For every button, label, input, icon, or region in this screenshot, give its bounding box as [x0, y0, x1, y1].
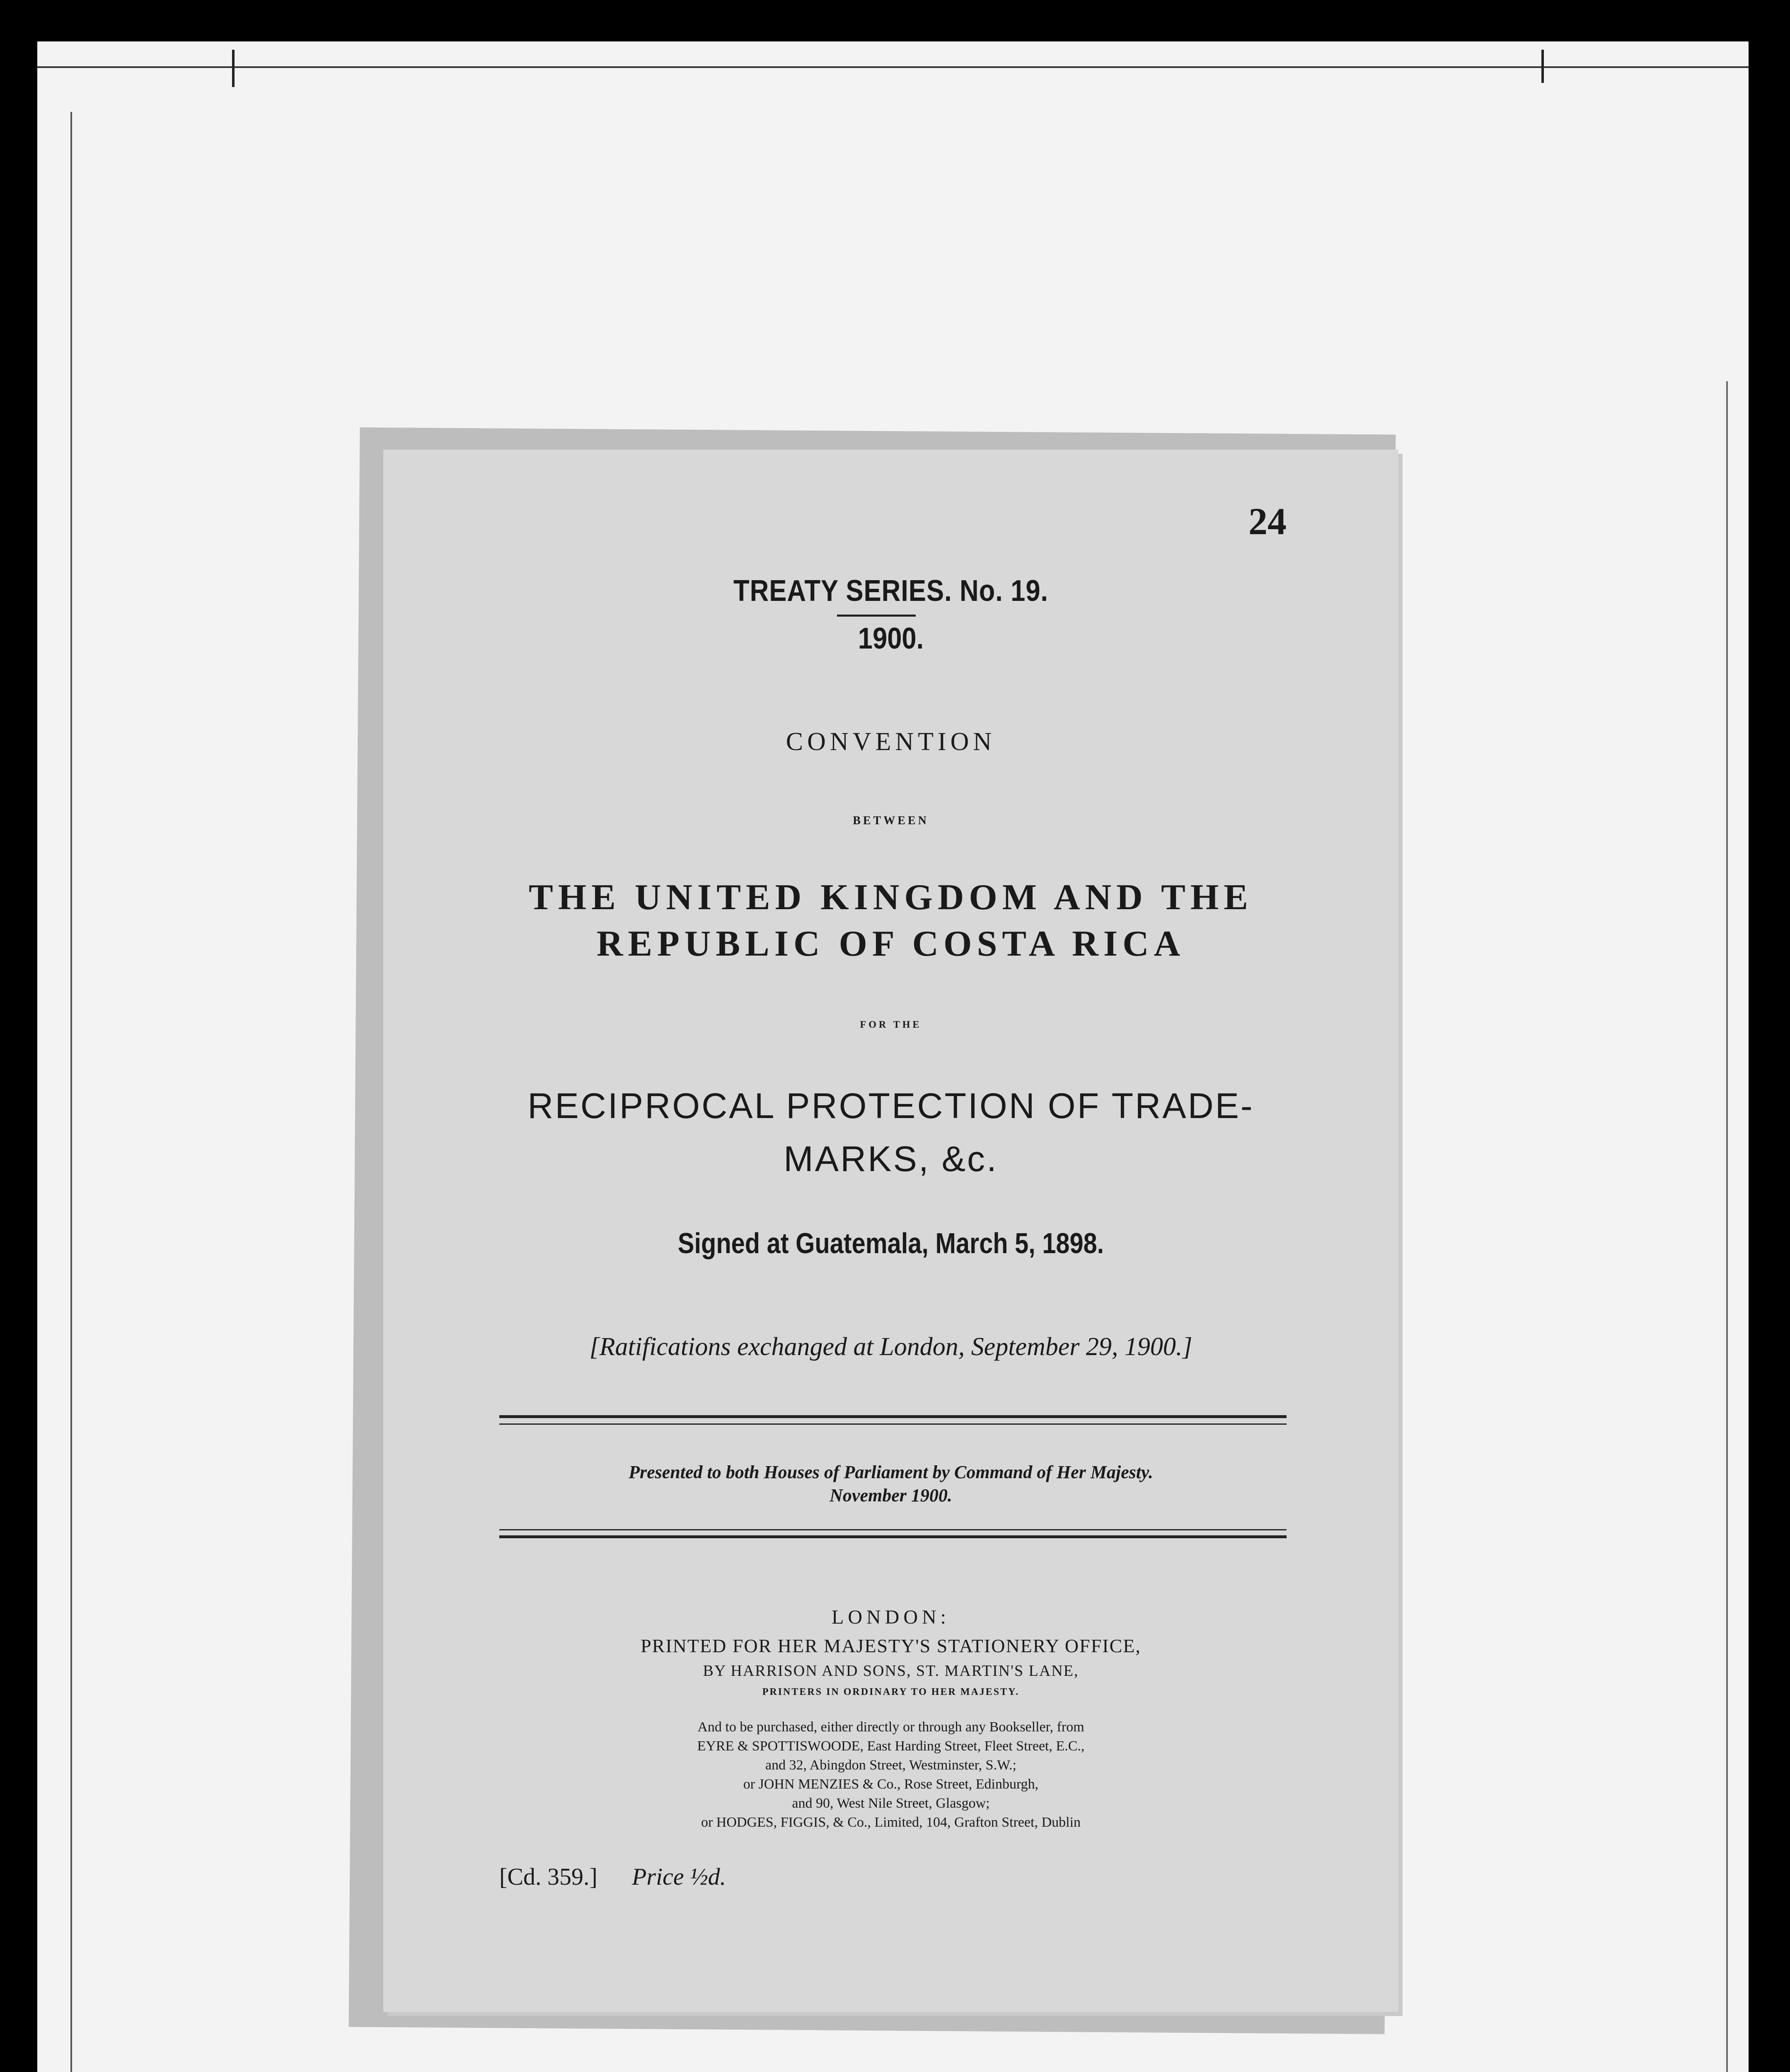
subject [383, 1080, 1398, 1186]
purchase-info [383, 1718, 1398, 1832]
between-label: BETWEEN [853, 814, 929, 827]
parties-line-1: THE UNITED KINGDOM AND THE [529, 877, 1253, 917]
purchase-line: and 32, Abingdon Street, Westminster, S.W.; [765, 1757, 1016, 1773]
printed-by: BY HARRISON AND SONS, ST. MARTIN'S LANE, [703, 1662, 1079, 1680]
presented-line-1: Presented to both Houses of Parliament by Command of Her Majesty. [629, 1462, 1153, 1482]
purchase-line: and 90, West Nile Street, Glasgow; [792, 1796, 990, 1811]
ratifications-line: [Ratifications exchanged at London, September 29, 1900.] [589, 1333, 1193, 1361]
purchase-line: or JOHN MENZIES & Co., Rose Street, Edinburgh, [743, 1777, 1039, 1792]
document-page [383, 450, 1398, 2012]
parties [383, 874, 1398, 967]
frame-right-line [1726, 381, 1728, 2072]
presented-note [383, 1461, 1398, 1507]
for-the-label: FOR THE [860, 1019, 922, 1030]
series-rule [837, 615, 916, 617]
frame-tick [1541, 50, 1544, 83]
frame-top-line [37, 66, 1749, 68]
page-number: 24 [1248, 500, 1287, 542]
signed-line: Signed at Guatemala, March 5, 1898. [677, 1227, 1104, 1259]
frame-tick [232, 50, 235, 87]
purchase-line: or HODGES, FIGGIS, & Co., Limited, 104, Grafton Street, Dublin [701, 1815, 1081, 1830]
command-number: [Cd. 359.] [499, 1863, 597, 1890]
purchase-line: EYRE & SPOTTISWOODE, East Harding Street, Fleet Street, E.C., [697, 1738, 1085, 1754]
price: Price ½d. [632, 1863, 726, 1890]
subject-line-1: RECIPROCAL PROTECTION OF TRADE- [527, 1086, 1254, 1126]
treaty-series: TREATY SERIES. No. 19. [733, 574, 1048, 608]
printed-for: PRINTED FOR HER MAJESTY'S STATIONERY OFFICE, [641, 1635, 1141, 1656]
printers-line: PRINTERS IN ORDINARY TO HER MAJESTY. [762, 1687, 1020, 1697]
subject-line-2: MARKS, &c. [784, 1139, 998, 1179]
presented-line-2: November 1900. [830, 1485, 952, 1506]
divider [499, 1535, 1287, 1538]
divider [499, 1529, 1287, 1530]
purchase-line: And to be purchased, either directly or through any Bookseller, from [697, 1719, 1084, 1735]
divider [499, 1423, 1287, 1425]
convention-heading: CONVENTION [786, 728, 996, 756]
parties-line-2: REPUBLIC OF COSTA RICA [596, 924, 1185, 964]
divider [499, 1415, 1287, 1418]
frame-left-line [70, 112, 72, 2072]
year: 1900. [858, 622, 924, 655]
london-heading: LONDON: [832, 1606, 950, 1628]
